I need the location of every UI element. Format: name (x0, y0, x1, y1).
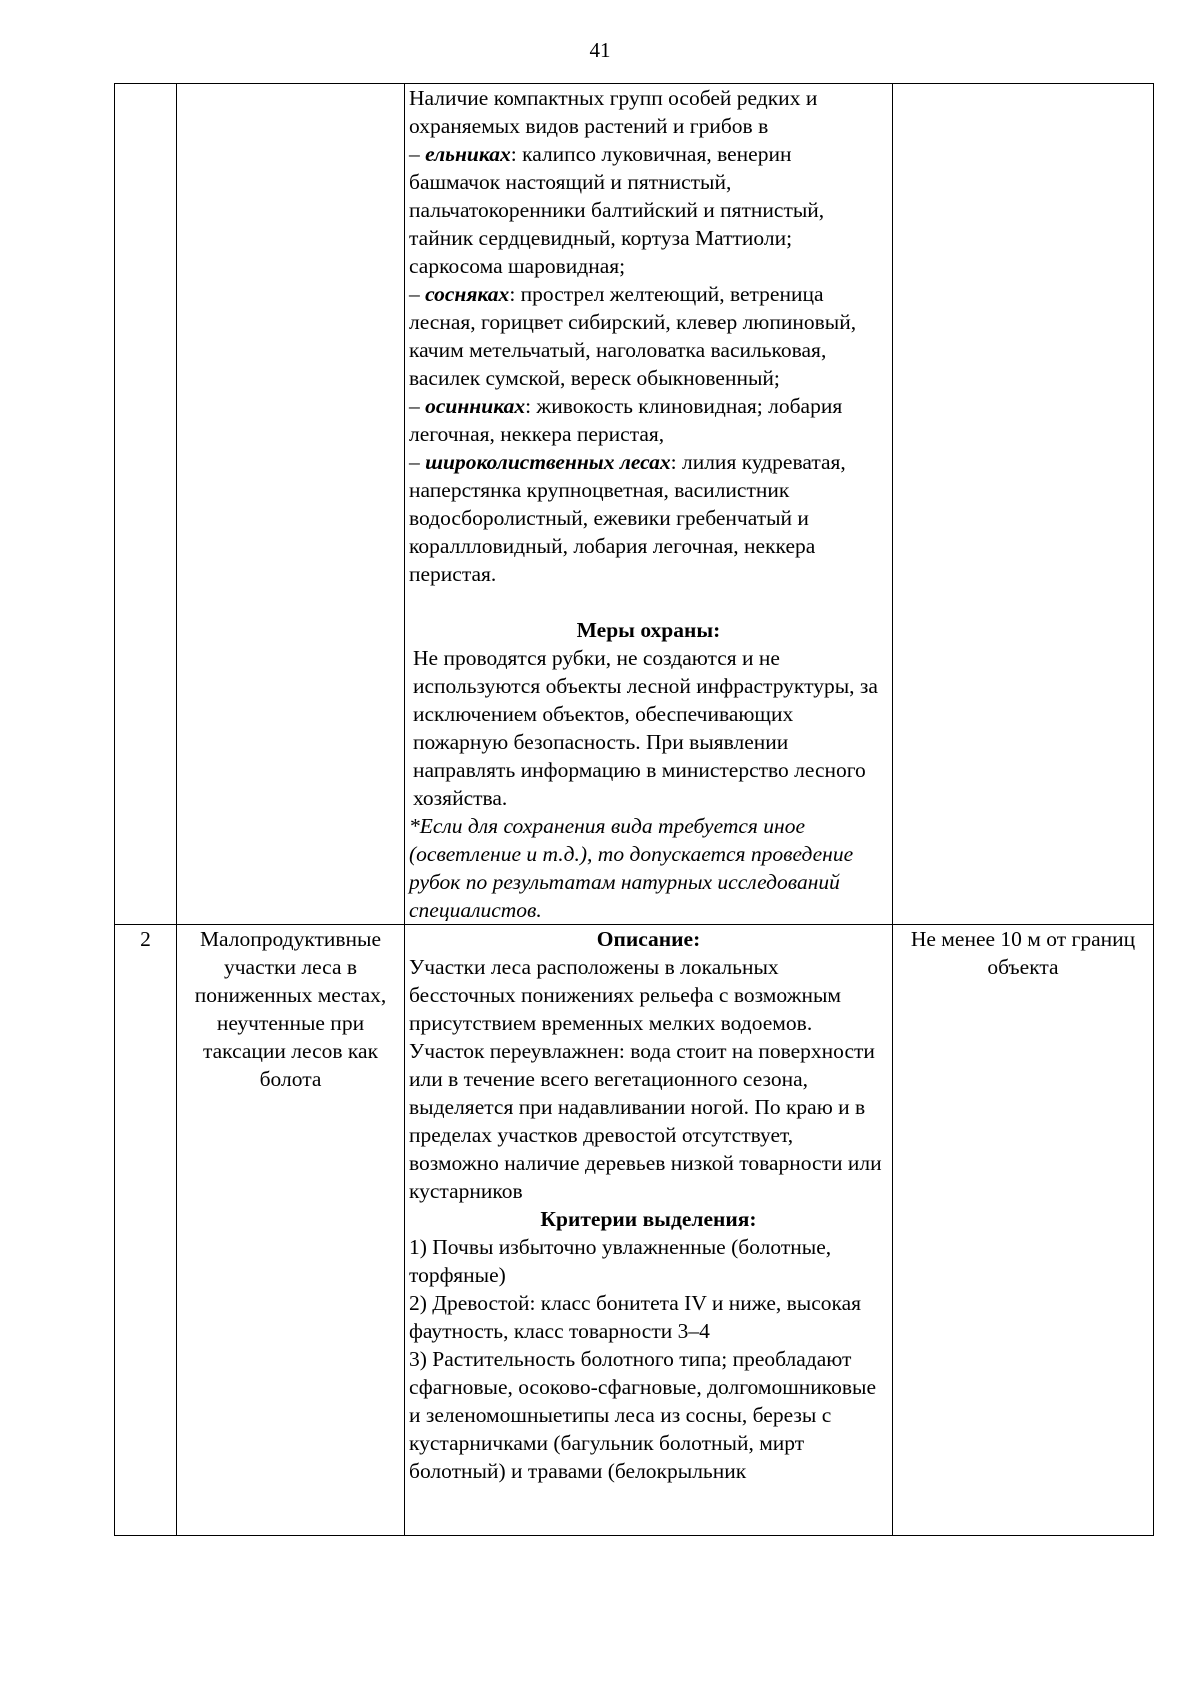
protection-note: *Если для сохранения вида требуется иное (осветление и т.д.), то допускается проведение рубок по результатам натурных исследований специалистов. (409, 814, 854, 922)
description-heading: Описание: (596, 927, 701, 951)
protection-heading: Меры охраны: (576, 618, 721, 642)
row1-number-cell (115, 84, 177, 925)
row1-name-cell (177, 84, 405, 925)
row2-name-cell: Малопродуктивные участки леса в пониженных местах, неучтенные при таксации лесов как болота (177, 925, 405, 1536)
species-item-broadleaf: – широколиственных лесах: лилия кудреватая, наперстянка крупноцветная, василистник водосборолистный, ежевики гребенчатый и кораллловидный, лобария легочная, неккера перистая. (409, 450, 846, 586)
row1-description-cell (405, 84, 893, 925)
criteria-item: 1) Почвы избыточно увлажненные (болотные, торфяные) (409, 1235, 832, 1287)
table-row (115, 84, 1154, 925)
forest-type-label: ельниках (425, 142, 511, 166)
criteria-heading: Критерии выделения: (540, 1207, 757, 1231)
criteria-item: 3) Растительность болотного типа; преобладают сфагновые, осоково-сфагновые, долгомошниковые и зеленомошныетипы леса из сосны, березы с кустарничками (багульник болотный, мирт болотный) и травами (белокрыльник (409, 1347, 877, 1483)
protected-areas-table (114, 83, 1154, 1536)
row2-buffer-cell: Не менее 10 м от границ объекта (893, 925, 1154, 1536)
forest-type-label: широколиственных лесах (425, 450, 671, 474)
table-row (115, 925, 1154, 1536)
species-item-pine: – сосняках: прострел желтеющий, ветреница лесная, горицвет сибирский, клевер люпиновый, качим метельчатый, наголоватка васильковая, василек сумской, вереск обыкновенный; (409, 282, 857, 390)
description-text: Участки леса расположены в локальных бессточных понижениях рельефа с возможным присутствием временных мелких водоемов. Участок переувлажнен: вода стоит на поверхности или в течение всего вегетационного сезона, выделяется при надавливании ногой. По краю и в пределах участков древостой отсутствует, возможно наличие деревьев низкой товарности или кустарников (409, 955, 882, 1203)
criteria-item: 2) Древостой: класс бонитета IV и ниже, высокая фаутность, класс товарности 3–4 (409, 1291, 862, 1343)
protection-text: Не проводятся рубки, не создаются и не используются объекты лесной инфраструктуры, за исключением объектов, обеспечивающих пожарную безопасность. При выявлении направлять информацию в министерство лесного хозяйства. (413, 646, 878, 810)
row2-description-cell (405, 925, 893, 1536)
row2-number-cell: 2 (115, 925, 177, 1536)
row1-buffer-cell (893, 84, 1154, 925)
forest-type-label: осинниках (425, 394, 526, 418)
species-intro: Наличие компактных групп особей редких и охраняемых видов растений и грибов в (409, 86, 818, 138)
page-number: 41 (589, 38, 611, 62)
species-item-spruce: – ельниках: калипсо луковичная, венерин башмачок настоящий и пятнистый, пальчатокоренники балтийский и пятнистый, тайник сердцевидный, кортуза Маттиоли; саркосома шаровидная; (409, 142, 825, 278)
species-item-aspen: – осинниках: живокость клиновидная; лобария легочная, неккера перистая, (409, 394, 843, 446)
forest-type-label: сосняках (425, 282, 510, 306)
